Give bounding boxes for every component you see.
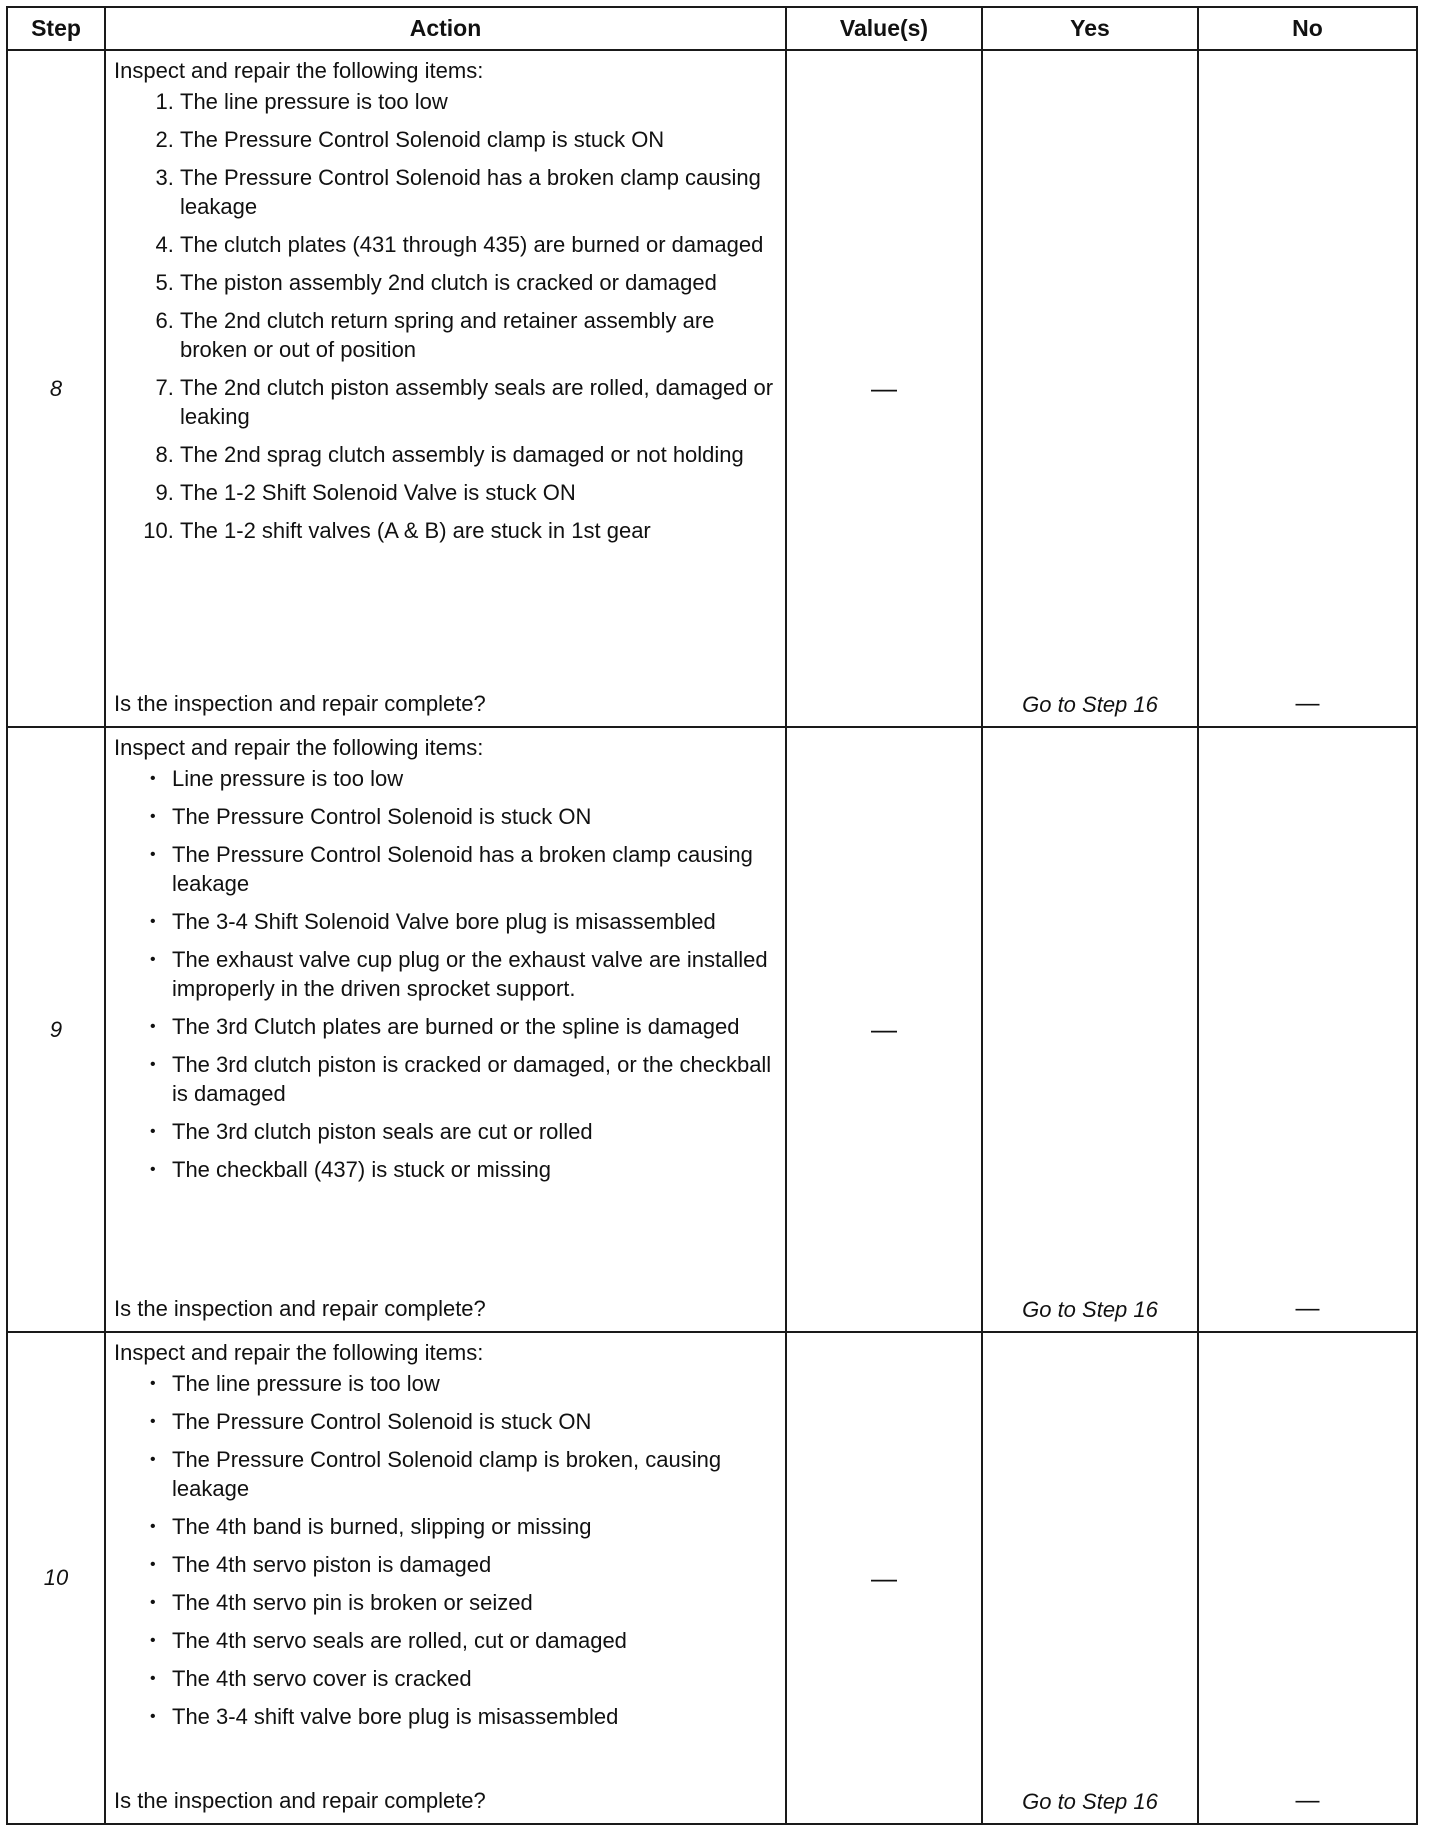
list-item: • Line pressure is too low xyxy=(172,764,777,793)
list-item: • The 3-4 Shift Solenoid Valve bore plug is misassembled xyxy=(172,907,777,936)
action-cell xyxy=(105,50,786,727)
list-item: • The 3rd clutch piston is cracked or damaged, or the checkball is damaged xyxy=(172,1050,777,1108)
list-item: 1. The line pressure is too low xyxy=(180,87,777,116)
list-item: 3. The Pressure Control Solenoid has a broken clamp causing leakage xyxy=(180,163,777,221)
no-result: — xyxy=(1295,1787,1320,1814)
yes-cell xyxy=(982,727,1198,1332)
list-item: 8. The 2nd sprag clutch assembly is damaged or not holding xyxy=(180,440,777,469)
diagnostic-table-page xyxy=(6,6,1416,1821)
value-cell: — xyxy=(786,1332,982,1824)
action-question: Is the inspection and repair complete? xyxy=(114,1788,486,1813)
value-cell: — xyxy=(786,50,982,727)
table-row-step-8 xyxy=(7,50,1417,727)
action-cell xyxy=(105,1332,786,1824)
list-item: • The Pressure Control Solenoid clamp is broken, causing leakage xyxy=(172,1445,777,1503)
no-cell xyxy=(1198,50,1417,727)
step-number: 10 xyxy=(7,1332,105,1824)
list-item: • The 4th servo seals are rolled, cut or damaged xyxy=(172,1626,777,1655)
header-yes: Yes xyxy=(982,7,1198,50)
list-item: • The 4th servo cover is cracked xyxy=(172,1664,777,1693)
list-item: • The line pressure is too low xyxy=(172,1369,777,1398)
list-item: • The Pressure Control Solenoid has a broken clamp causing leakage xyxy=(172,840,777,898)
list-item: • The 4th servo piston is damaged xyxy=(172,1550,777,1579)
yes-result: Go to Step 16 xyxy=(1022,692,1158,717)
inspection-list xyxy=(114,87,777,554)
no-cell xyxy=(1198,727,1417,1332)
action-intro: Inspect and repair the following items: xyxy=(114,1340,484,1365)
header-row xyxy=(7,7,1417,50)
header-action: Action xyxy=(105,7,786,50)
inspection-list xyxy=(114,764,777,1193)
no-result: — xyxy=(1295,690,1320,717)
inspection-list xyxy=(114,1369,777,1740)
diagnostic-table xyxy=(6,6,1418,1825)
list-item: • The 3rd clutch piston seals are cut or rolled xyxy=(172,1117,777,1146)
step-number: 8 xyxy=(7,50,105,727)
table-row-step-9 xyxy=(7,727,1417,1332)
action-cell xyxy=(105,727,786,1332)
list-item: • The checkball (437) is stuck or missing xyxy=(172,1155,777,1184)
list-item: 6. The 2nd clutch return spring and retainer assembly are broken or out of position xyxy=(180,306,777,364)
table-row-step-10 xyxy=(7,1332,1417,1824)
step-number: 9 xyxy=(7,727,105,1332)
header-values: Value(s) xyxy=(786,7,982,50)
no-cell xyxy=(1198,1332,1417,1824)
list-item: • The Pressure Control Solenoid is stuck ON xyxy=(172,802,777,831)
list-item: • The 4th band is burned, slipping or missing xyxy=(172,1512,777,1541)
list-item: 2. The Pressure Control Solenoid clamp is stuck ON xyxy=(180,125,777,154)
list-item: 5. The piston assembly 2nd clutch is cracked or damaged xyxy=(180,268,777,297)
yes-cell xyxy=(982,1332,1198,1824)
yes-cell xyxy=(982,50,1198,727)
action-question: Is the inspection and repair complete? xyxy=(114,1296,486,1321)
list-item: 7. The 2nd clutch piston assembly seals are rolled, damaged or leaking xyxy=(180,373,777,431)
action-intro: Inspect and repair the following items: xyxy=(114,58,484,83)
yes-result: Go to Step 16 xyxy=(1022,1297,1158,1322)
no-result: — xyxy=(1295,1295,1320,1322)
header-step: Step xyxy=(7,7,105,50)
list-item: • The 4th servo pin is broken or seized xyxy=(172,1588,777,1617)
list-item: • The exhaust valve cup plug or the exhaust valve are installed improperly in the driven sprocket support. xyxy=(172,945,777,1003)
action-intro: Inspect and repair the following items: xyxy=(114,735,484,760)
yes-result: Go to Step 16 xyxy=(1022,1789,1158,1814)
list-item: 9. The 1-2 Shift Solenoid Valve is stuck ON xyxy=(180,478,777,507)
list-item: • The 3-4 shift valve bore plug is misassembled xyxy=(172,1702,777,1731)
value-cell: — xyxy=(786,727,982,1332)
list-item: • The 3rd Clutch plates are burned or the spline is damaged xyxy=(172,1012,777,1041)
list-item: 4. The clutch plates (431 through 435) are burned or damaged xyxy=(180,230,777,259)
header-no: No xyxy=(1198,7,1417,50)
list-item: • The Pressure Control Solenoid is stuck ON xyxy=(172,1407,777,1436)
action-question: Is the inspection and repair complete? xyxy=(114,691,486,716)
list-item: 10. The 1-2 shift valves (A & B) are stuck in 1st gear xyxy=(180,516,777,545)
